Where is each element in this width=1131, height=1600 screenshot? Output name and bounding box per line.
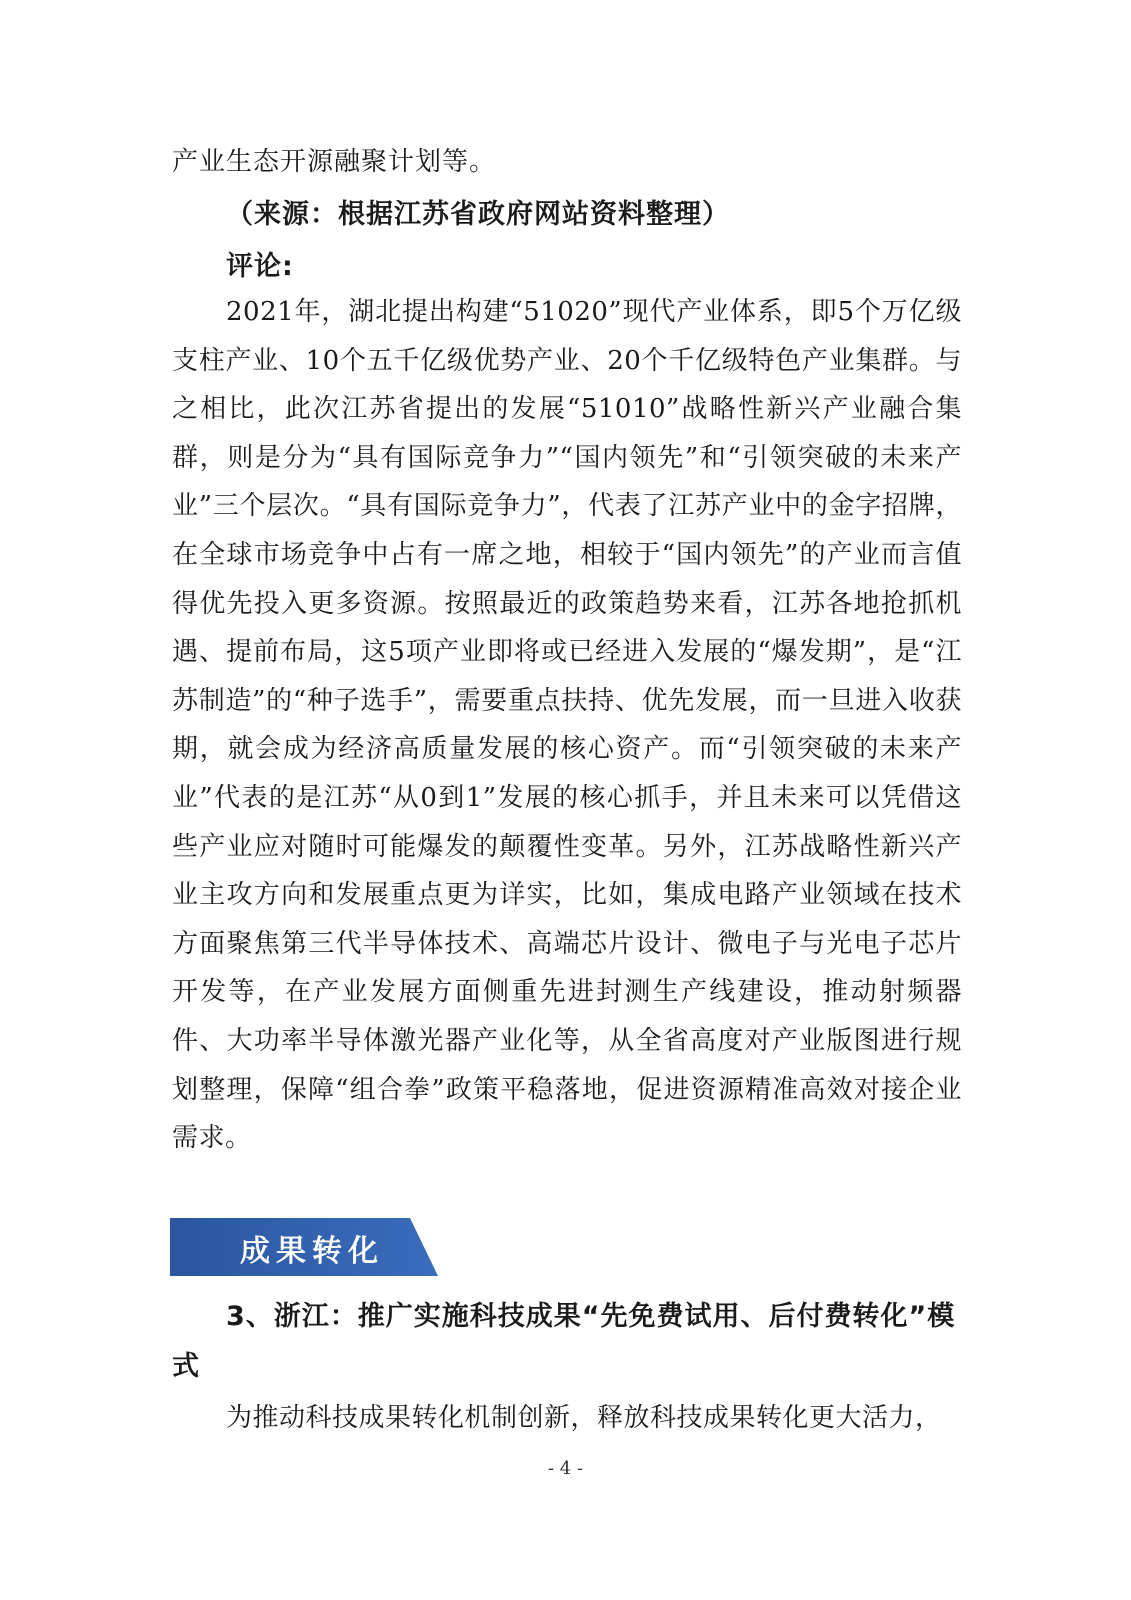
page-number: - 4 - — [547, 1458, 584, 1479]
source-note: （来源：根据江苏省政府网站资料整理） — [226, 199, 730, 230]
previous-paragraph-tail: 产业生态开源融聚计划等。 — [172, 147, 497, 177]
section-banner — [170, 1218, 440, 1276]
section-title: 成果转化 — [240, 1234, 384, 1269]
article-heading: 3、浙江：推广实施科技成果“先免费试用、后付费转化”模式 — [172, 1301, 956, 1382]
article-first-line: 为推动科技成果转化机制创新，释放科技成果转化更大活力， — [226, 1403, 942, 1433]
comment-paragraph: 2021年，湖北提出构建“51020”现代产业体系，即5个万亿级支柱产业、10个五千亿级优势产业、20个千亿级特色产业集群。与之相比，此次江苏省提出的发展“51010”战略性新兴产业融合集群，则是分为“具有国际竞争力”“国内领先”和“引领突破的未来产业”三个层次。“具有国际竞争力”，代表了江苏产业中的金字招牌，在全球市场竞争中占有一席之地，相较于“国内领先”的产业而言值得优先投入更多资源。按照最近的政策趋势来看，江苏各地抢抓机遇、提前布局，这5项产业即将或已经进入发展的“爆发期”，是“江苏制造”的“种子选手”，需要重点扶持、优先发展，而一旦进入收获期，就会成为经济高质量发展的核心资产。而“引领突破的未来产业”代表的是江苏“从0到1”发展的核心抓手，并且未来可以凭借这些产业应对随时可能爆发的颠覆性变革。另外，江苏战略性新兴产业主攻方向和发展重点更为详实，比如，集成电路产业领域在技术方面聚焦第三代半导体技术、高端芯片设计、微电子与光电子芯片开发等，在产业发展方面侧重先进封测生产线建设，推动射频器件、大功率半导体激光器产业化等，从全省高度对产业版图进行规划整理，保障“组合拳”政策平稳落地，促进资源精准高效对接企业需求。 — [172, 297, 962, 1154]
comment-label: 评论: — [226, 251, 294, 282]
